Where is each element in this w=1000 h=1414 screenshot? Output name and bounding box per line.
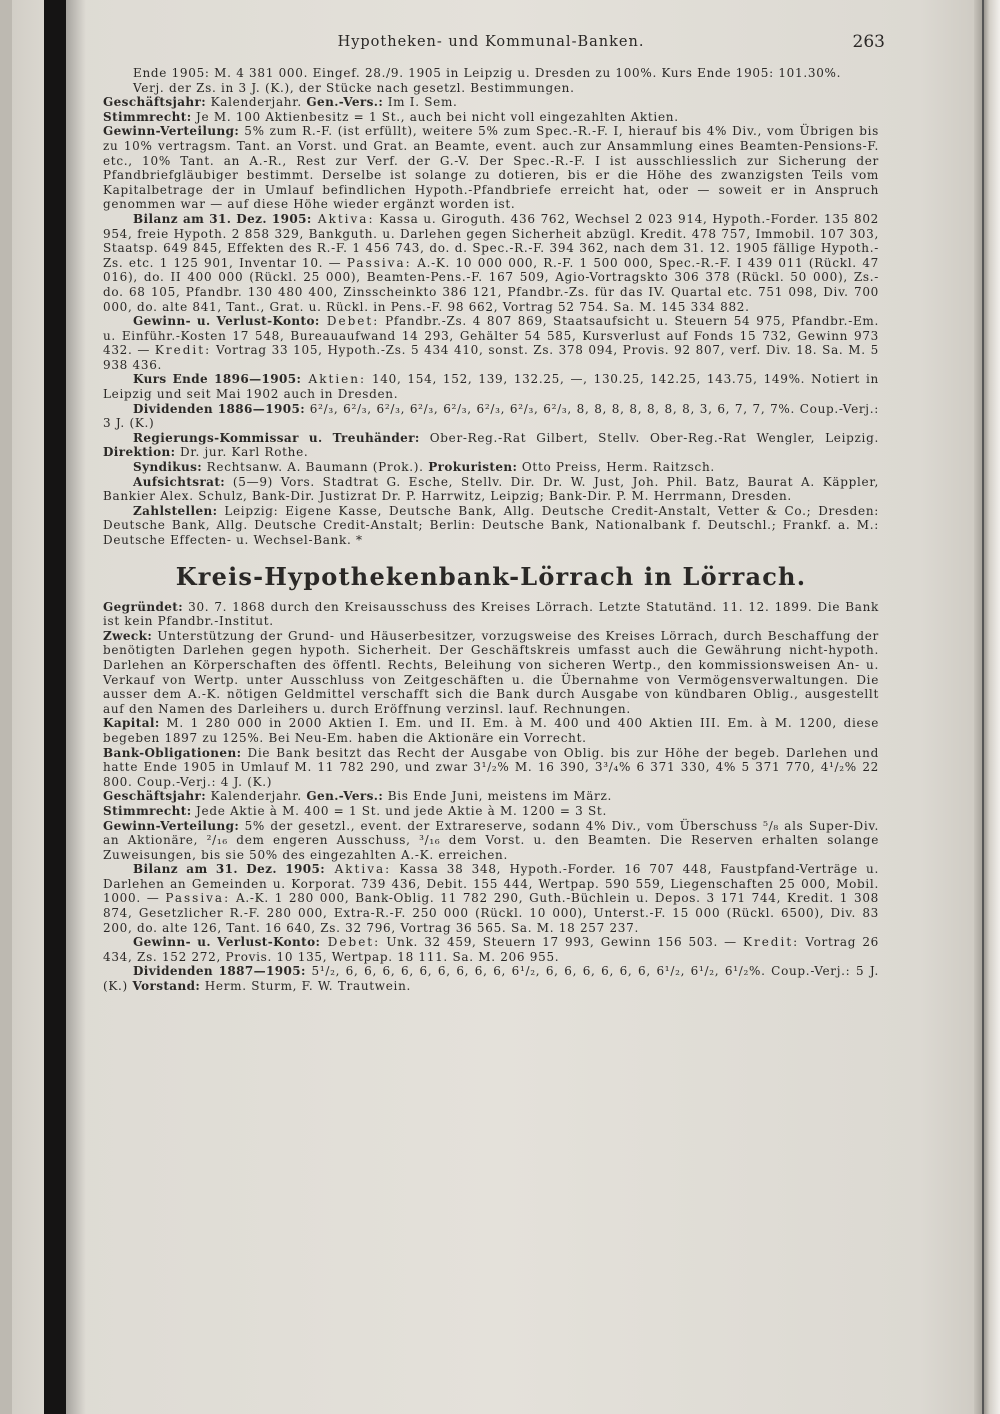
paragraph-dividends: Dividenden 1886—1905: 6²/₃, 6²/₃, 6²/₃, 6²/₃, 6²/₃, 6²/₃, 6²/₃, 6²/₃, 8, 8, 8, 8, 8, 8, 8, 3, 6, 7, 7, 7%. Coup.-Verj.: 3 J. (K.) [103,401,879,431]
paragraph-bank-obligations: Bank-Obligationen: Die Bank besitzt das Recht der Ausgabe von Oblig. bis zur Höhe der begeb. Darlehen und hatte Ende 1905 in Umlauf M. 11 782 290, und zwar 3¹/₂% M. 16 390, 3³/₄% 6 371 330, 4% 5 371 770, 4¹/₂% 22 800. Coup.-Verj.: 4 J. (K.) [103,745,879,789]
running-header [103,30,885,66]
paragraph-fiscal-year-2: Geschäftsjahr: Kalenderjahr. Gen.-Vers.: Bis Ende Juni, meistens im März. [103,789,613,804]
page-number: 263 [852,32,885,52]
book-binding-shadow [44,0,66,1414]
paragraph-balance-sheet-2: Bilanz am 31. Dez. 1905: Aktiva: Kassa 38 348, Hypoth.-Forder. 16 707 448, Faustpfand-Verträge u. Darlehen an Gemeinden u. Korporat. 739 436, Debit. 155 444, Wertpap. 590 559, Liegenschaften 25 000, Mobil. 1000. — Passiva: A.-K. 1 280 000, Bank-Oblig. 11 782 290, Guth.-Büchlein u. Depos. 3 171 744, Kredit. 1 308 874, Gesetzlicher R.-F. 280 000, Extra-R.-F. 250 000 (Rückl. 10 000), Unterst.-F. 15 000 (Rückl. 6500), Div. 83 200, do. alte 126, Tant. 16 640, Zs. 32 796, Vortrag 36 565. Sa. M. 18 257 237. [103,862,879,935]
paragraph-voting-rights: Stimmrecht: Je M. 100 Aktienbesitz = 1 St., auch bei nicht voll eingezahlten Aktien. [103,109,679,124]
section-kreis-hypothekenbank [103,600,879,994]
paragraph-supervisory-board: Aufsichtsrat: (5—9) Vors. Stadtrat G. Esche, Stellv. Dir. Dr. W. Just, Joh. Phil. Batz, Baurat A. Käppler, Bankier Alex. Schulz, Bank-Dir. Justizrat Dr. P. Harrwitz, Leipzig; Bank-Dir. P. M. Herrmann, Dresden. [103,474,879,504]
paragraph-voting-rights-2: Stimmrecht: Jede Aktie à M. 400 = 1 St. und jede Aktie à M. 1200 = 3 St. [103,803,607,818]
section-title-kreis-hypothekenbank: Kreis-Hypothekenbank-Lörrach in Lörrach. [175,561,807,591]
paragraph-fiscal-year: Geschäftsjahr: Kalenderjahr. Gen.-Vers.: Im I. Sem. [103,95,458,110]
header-title: Hypotheken- und Kommunal-Banken. [337,34,645,50]
paragraph-profit-distribution: Gewinn-Verteilung: 5% zum R.-F. (ist erfüllt), weitere 5% zum Spec.-R.-F. I, hierauf bis 4% Div., vom Übrigen bis zu 10% vertragsm. Tant. an Vorst. und Grat. an Beamte, event. auch zur Ansammlung eines Beamten-Pensions-F. etc., 10% Tant. an A.-R., Rest zur Verf. der G.-V. Der Spec.-R.-F. I ist ausschliesslich zur Sicherung der Pfandbriefgläubiger bestimmt. Derselbe ist solange zu dotieren, bis er die Höhe des zwanzigsten Teils vom Kapitalbetrage der in Umlauf befindlichen Hypoth.-Pfandbriefe erreicht hat, oder — soweit er in Anspruch genommen war — auf diese Höhe wieder ergänzt worden ist. [103,124,879,212]
paragraph-syndic: Syndikus: Rechtsanw. A. Baumann (Prok.). Prokuristen: Otto Preiss, Herm. Raitzsch. [133,460,715,475]
previous-page-edge [0,0,12,1414]
paragraph-balance-sheet: Bilanz am 31. Dez. 1905: Aktiva: Kassa u. Giroguth. 436 762, Wechsel 2 023 914, Hypoth.-Forder. 135 802 954, freie Hypoth. 2 858 329, Bankguth. u. Darlehen gegen Sicherheit abzügl. Kredit. 478 757, Immobil. 107 303, Staatsp. 649 845, Effekten des R.-F. 1 456 743, do. d. Spec.-R.-F. 394 362, nach dem 31. 12. 1905 fällige Hypoth.-Zs. etc. 1 125 901, Inventar 10. — Passiva: A.-K. 10 000 000, R.-F. 1 500 000, Spec.-R.-F. I 439 011 (Rückl. 47 016), do. II 400 000 (Rückl. 25 000), Beamten-Pens.-F. 167 509, Agio-Vortragskto 306 378 (Rückl. 50 000), Zs.- do. 68 105, Pfandbr. 130 480 400, Zinsscheinkto 386 121, Pfandbr.-Zs. für das IV. Quartal etc. 751 098, Div. 700 000, do. alte 841, Tant., Grat. u. Rückl. in Pens.-F. 98 662, Vortrag 52 754. Sa. M. 145 334 882. [103,211,879,314]
page-edge-line [982,0,984,1414]
paragraph-profit-loss-2: Gewinn- u. Verlust-Konto: Debet: Unk. 32 459, Steuern 17 993, Gewinn 156 503. — Kredit: Vortrag 26 434, Zs. 152 272, Provis. 10 135, Wertpap. 18 111. Sa. M. 206 955. [103,935,879,964]
paragraph-limitation: Verj. der Zs. in 3 J. (K.), der Stücke nach gesetzl. Bestimmungen. [133,80,575,95]
paragraph-capital: Kapital: M. 1 280 000 in 2000 Aktien I. Em. und II. Em. à M. 400 und 400 Aktien III. Em. à M. 1200, diese begeben 1897 zu 125%. Bei Neu-Em. haben die Aktionäre ein Vorrecht. [103,716,879,745]
paragraph-share-prices: Kurs Ende 1896—1905: Aktien: 140, 154, 152, 139, 132.25, —, 130.25, 142.25, 143.75, 149%. Notiert in Leipzig und seit Mai 1902 auch in Dresden. [103,372,879,402]
paragraph-profit-loss: Gewinn- u. Verlust-Konto: Debet: Pfandbr.-Zs. 4 807 869, Staatsaufsicht u. Steuern 54 975, Pfandbr.-Em. u. Einführ.-Kosten 17 548, Bureauaufwand 14 293, Gehälter 54 585, Kursverlust auf Fonds 15 732, Gewinn 973 432. — Kredit: Vortrag 33 105, Hypoth.-Zs. 5 434 410, sonst. Zs. 378 094, Provis. 92 807, verf. Div. 18. Sa. M. 5 938 436. [103,314,880,372]
paragraph-paying-agents: Zahlstellen: Leipzig: Eigene Kasse, Deutsche Bank, Allg. Deutsche Credit-Anstalt, Vetter & Co.; Dresden: Deutsche Bank, Allg. Deutsche Credit-Anstalt; Berlin: Deutsche Bank, Nationalbank f. Deutschl.; Frankf. a. M.: Deutsche Effecten- u. Wechsel-Bank. * [103,503,879,547]
paragraph-profit-distribution-2: Gewinn-Verteilung: 5% der gesetzl., event. der Extrareserve, sodann 4% Div., vom Überschuss ⁵/₈ als Super-Div. an Aktionäre, ²/₁₆ dem engeren Ausschuss, ³/₁₆ dem Vorst. u. den Beamten. Die Reserven erhalten solange Zuweisungen, bis sie 50% des eingezahlten A.-K. erreichen. [103,818,879,862]
paragraph-commissioner: Regierungs-Kommissar u. Treuhänder: Ober-Reg.-Rat Gilbert, Stellv. Ober-Reg.-Rat Wengler, Leipzig. Direktion: Dr. jur. Karl Rothe. [103,430,879,460]
paragraph-founded: Gegründet: 30. 7. 1868 durch den Kreisausschuss des Kreises Lörrach. Letzte Statutänd. 11. 12. 1899. Die Bank ist kein Pfandbr.-Institut. [103,599,879,629]
paragraph-purpose: Zweck: Unterstützung der Grund- und Häuserbesitzer, vorzugsweise des Kreises Lörrach, durch Beschaffung der benötigten Darlehen gegen hypoth. Sicherheit. Der Geschäftskreis umfasst auch die Gewährung nicht-hypoth. Darlehen an Körperschaften des öffentl. Rechts, Beleihung von sicheren Wertp., den kommissionsweisen An- u. Verkauf von Wertp. unter Ausschluss von Zeitgeschäften u. die Übernahme von Vermögensverwaltungen. Die ausser dem A.-K. nötigen Geldmittel verschafft sich die Bank durch Ausgabe von kündbaren Oblig., ausgestellt auf den Namen des Darleihers u. durch Eröffnung verzinsl. lauf. Rechnungen. [103,628,879,716]
paragraph-bonds-listing: Ende 1905: M. 4 381 000. Eingef. 28./9. 1905 in Leipzig u. Dresden zu 100%. Kurs Ende 1905: 101.30%. [133,66,842,80]
page-stack-edge [974,0,1000,1414]
page-content [103,30,885,994]
section-previous-bank [103,66,879,548]
gutter-shadow [66,0,86,1414]
paragraph-dividends-2: Dividenden 1887—1905: 5¹/₂, 6, 6, 6, 6, 6, 6, 6, 6, 6, 6¹/₂, 6, 6, 6, 6, 6, 6, 6¹/₂, 6¹/₂, 6¹/₂%. Coup.-Verj.: 5 J. (K.) Vorstand: Herm. Sturm, F. W. Trautwein. [103,964,879,994]
